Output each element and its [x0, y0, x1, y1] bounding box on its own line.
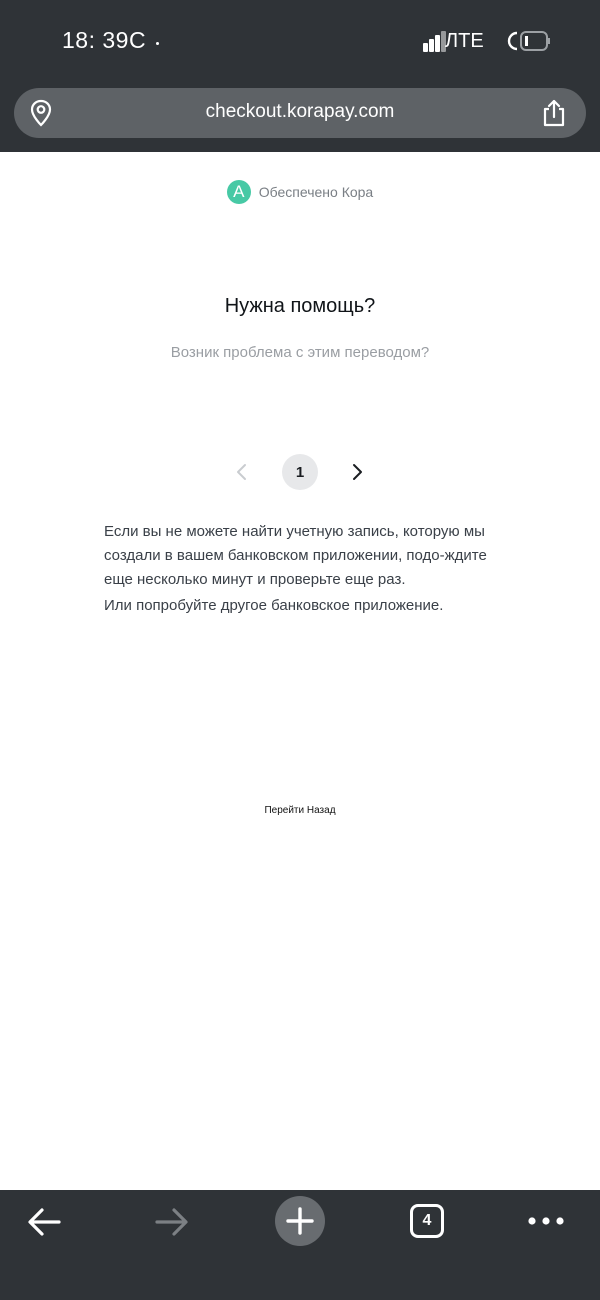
signal-icon: [423, 30, 447, 52]
network-label: ЛТЕ: [445, 30, 484, 52]
location-indicator-icon: [156, 42, 159, 45]
arrow-right-icon[interactable]: [154, 1206, 190, 1238]
chevron-right-icon[interactable]: [348, 463, 366, 481]
plus-icon: [275, 1196, 325, 1246]
secured-label: Обеспечено Кора: [258, 184, 374, 200]
tabs-button[interactable]: 4: [410, 1204, 444, 1238]
address-bar[interactable]: [14, 88, 586, 138]
arrow-left-icon[interactable]: [26, 1206, 62, 1238]
go-back-button[interactable]: Перейти Назад: [0, 805, 600, 816]
kora-logo: A: [227, 180, 251, 204]
pagination: [0, 454, 600, 490]
url-text[interactable]: checkout.korapay.com: [205, 101, 395, 122]
browser-toolbar: [0, 1190, 600, 1300]
secured-by-badge: [0, 180, 600, 204]
status-time: 18: 39C: [62, 27, 147, 53]
chevron-left-icon[interactable]: [233, 463, 251, 481]
help-paragraph: Если вы не можете найти учетную запись, которую мы создали в вашем банковском приложении, подо-ждите еще несколько минут и проверьте еще раз.: [104, 523, 487, 588]
page-number[interactable]: 1: [282, 454, 318, 490]
help-subtitle: Возник проблема с этим переводом?: [170, 344, 430, 361]
more-dots-icon[interactable]: [526, 1212, 566, 1230]
share-icon[interactable]: [540, 98, 568, 128]
help-text: [104, 520, 504, 618]
battery-icon: [501, 30, 551, 52]
help-title: Нужна помощь?: [224, 295, 376, 317]
help-paragraph: Или попробуйте другое банковское приложение.: [104, 597, 444, 614]
browser-top-bar: [0, 0, 600, 152]
new-tab-button[interactable]: [275, 1196, 325, 1246]
